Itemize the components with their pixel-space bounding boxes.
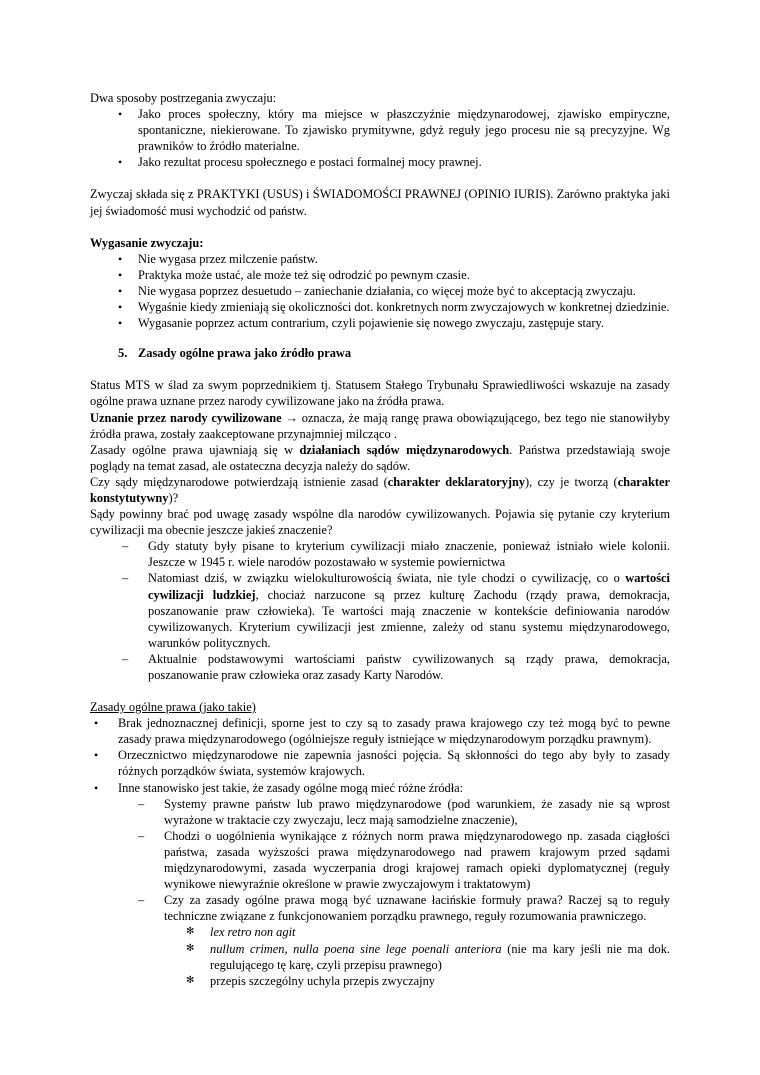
expiry-list: [90, 251, 670, 331]
dash-icon: –: [122, 571, 129, 586]
civilization-dash-list: [90, 538, 670, 683]
document-body: [90, 90, 670, 989]
expiry-title: Wygasanie zwyczaju:: [90, 235, 204, 250]
bullet-icon: •: [118, 283, 123, 298]
asterisk-icon: ✻: [186, 942, 195, 954]
list-item: • Nie wygasa poprzez desuetudo – zaniechanie działania, co więcej może być to akceptacją zwyczaju.: [118, 283, 636, 298]
list-item: – Gdy statuty były pisane to kryterium cywilizacji miało znaczenie, ponieważ istniało wiele kolonii. Jeszcze w 1945 r. wiele narodów pozostawało w systemie powiernictwa: [122, 539, 670, 570]
dash-icon: –: [122, 651, 129, 666]
list-item: • Wygasanie poprzez actum contrarium, czyli pojawienie się nowego zwyczaju, zastępuje stary.: [118, 316, 605, 331]
latin-maxims-list: [90, 924, 670, 988]
general-sources-dash-list: [90, 796, 670, 925]
bullet-icon: •: [118, 155, 123, 170]
list-item: – Aktualnie podstawowymi wartościami państw cywilizowanych są rządy prawa, demokracja, poszanowanie praw człowieka oraz zasady Karty Narodów.: [122, 651, 670, 682]
bullet-icon: •: [118, 300, 123, 315]
list-item: • Orzecznictwo międzynarodowe nie zapewnia jasności pojęcia. Są skłonności do tego aby były to zasady różnych porządków świata, systemów krajowych.: [94, 748, 670, 779]
list-item: ✻ nullum crimen, nulla poena sine lege poenali anteriora (nie ma kary jeśli nie ma dok. regulującego tę karę, czyli przepisu prawnego): [186, 941, 670, 972]
bullet-icon: •: [118, 251, 123, 266]
civilization-paragraph: Sądy powinny brać pod uwagę zasady wspólne dla narodów cywilizowanych. Pojawia się pytanie czy kryterium cywilizacji ma obecnie jeszcze jakieś znaczenie?: [90, 507, 670, 538]
manifest-paragraph: Zasady ogólne prawa ujawniają się w działaniach sądów międzynarodowych. Państwa przedstawiają swoje poglądy na temat zasad, ale ostateczna decyzja należy do sądów.: [90, 442, 670, 473]
dash-icon: –: [138, 796, 145, 811]
list-item: • Jako proces społeczny, który ma miejsce w płaszczyźnie międzynarodowej, zjawisko empiryczne, spontaniczne, niekierowane. To zjawisko prymitywne, gdyż reguły jego procesu nie są precyzyjne. Wg prawników to źródło materialne.: [118, 107, 670, 154]
list-item: • Nie wygasa przez milczenie państw.: [118, 251, 318, 266]
arrow-right-icon: →: [285, 410, 298, 425]
list-item: • Praktyka może ustać, ale może też się odrodzić po pewnym czasie.: [118, 267, 470, 282]
list-item: • Inne stanowisko jest takie, że zasady ogólne mogą mieć różne źródła:: [94, 780, 464, 795]
intro-title: Dwa sposoby postrzegania zwyczaju:: [90, 91, 277, 105]
bullet-icon: •: [94, 748, 99, 763]
general-principles-list: [90, 715, 670, 795]
list-item: – Chodzi o uogólnienia wynikające z różnych norm prawa międzynarodowego np. zasada ciągłości państwa, zasada wyższości prawa międzynarodowego nad prawem krajowym przed sądami międzynarodowymi, zasada wyczerpania drogi krajowej ramach opieki dyplomatycznej (reguły wynikowe niewyraźnie określone w prawie zwyczajowym i traktatowym): [138, 828, 670, 892]
composition-paragraph: Zwyczaj składa się z PRAKTYKI (USUS) i ŚWIADOMOŚCI PRAWNEJ (OPINIO IURIS). Zarówno praktyka jaki jej świadomość musi wychodzić od państw.: [90, 187, 670, 218]
list-item: • Wygaśnie kiedy zmieniają się okoliczności dot. konkretnych norm zwyczajowych w konkretnej dziedzinie.: [118, 300, 670, 315]
list-item: ✻ przepis szczególny uchyla przepis zwyczajny: [186, 973, 435, 988]
bullet-icon: •: [94, 780, 99, 795]
list-item: • Brak jednoznacznej definicji, sporne jest to czy są to zasady prawa krajowego czy też mogą być to pewne zasady prawa międzynarodowego (ogólniejsze reguły istniejące w międzynarodowym porządku prawnym).: [94, 716, 670, 747]
recognition-paragraph: Uznanie przez narody cywilizowane → oznacza, że mają rangę prawa obowiązującego, bez tego nie stanowiłyby źródła prawa, zostały zaakceptowane przynajmniej milcząco .: [90, 410, 670, 441]
courts-paragraph: Czy sądy międzynarodowe potwierdzają istnienie zasad (charakter deklaratoryjny), czy je tworzą (charakter konstytutywny)?: [90, 474, 670, 505]
section-5-heading: 5. Zasady ogólne prawa jako źródło prawa: [118, 346, 352, 361]
asterisk-icon: ✻: [186, 974, 195, 986]
status-paragraph: Status MTS w ślad za swym poprzednikiem tj. Statusem Stałego Trybunału Sprawiedliwości wskazuje na zasady ogólne prawa uznane przez narody cywilizowane jako na źródła prawa.: [90, 378, 670, 409]
dash-icon: –: [122, 539, 129, 554]
list-item: ✻ lex retro non agit: [186, 925, 296, 940]
general-principles-title: Zasady ogólne prawa (jako takie): [90, 700, 256, 715]
list-item: – Systemy prawne państw lub prawo międzynarodowe (pod warunkiem, że zasady nie są wprost wyrażone w traktacie czy zwyczaju, lecz mają samodzielne znaczenie),: [138, 796, 670, 827]
bullet-icon: •: [94, 716, 99, 731]
bullet-icon: •: [118, 316, 123, 331]
bullet-icon: •: [118, 107, 123, 122]
dash-icon: –: [138, 893, 145, 908]
bullet-icon: •: [118, 267, 123, 282]
list-item: – Natomiast dziś, w związku wielokulturowością świata, nie tyle chodzi o cywilizację, co o wartości cywilizacji ludzkiej, chociaż narzucone są przez kulturę Zachodu (rządy prawa, demokracja, poszanowanie praw człowieka). Te wartości mają znaczenie w kontekście definiowania narodów cywilizowanych. Kryterium cywilizacji jest zmienne, zależy od stanu systemu międzynarodowego, warunków politycznych.: [122, 571, 671, 650]
list-item: • Jako rezultat procesu społecznego e postaci formalnej mocy prawnej.: [118, 155, 482, 170]
list-item: – Czy za zasady ogólne prawa mogą być uznawane łacińskie formuły prawa? Raczej są to reguły techniczne związane z funkcjonowaniem porządku prawnego, reguły rozumowania prawniczego.: [138, 893, 670, 924]
asterisk-icon: ✻: [186, 926, 195, 938]
dash-icon: –: [138, 828, 145, 843]
intro-list: [90, 106, 670, 170]
